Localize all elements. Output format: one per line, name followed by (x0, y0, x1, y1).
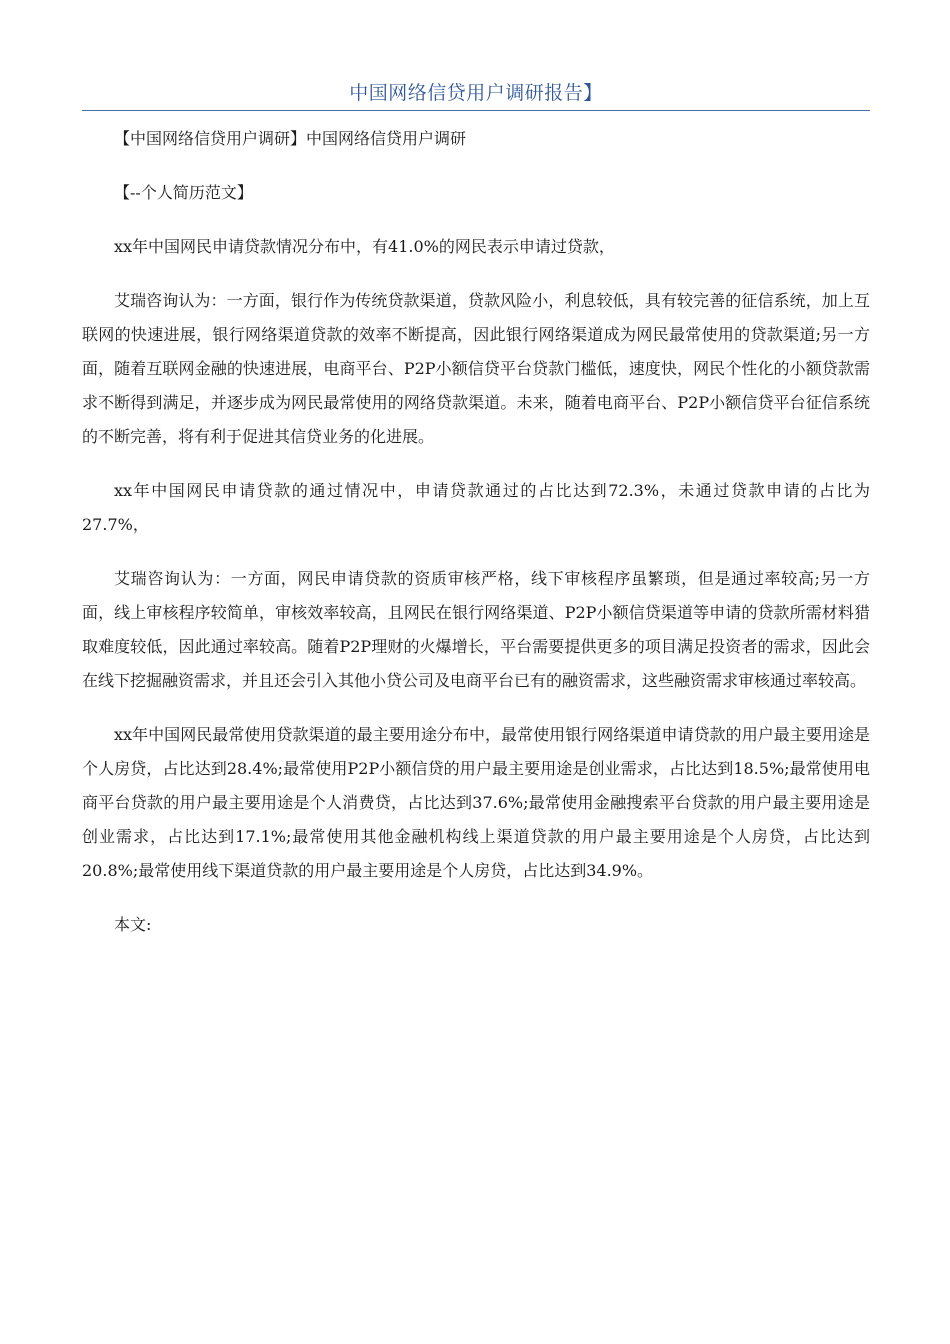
document-body (82, 122, 870, 962)
paragraph-closing: 本文: (114, 915, 152, 934)
paragraph-loan-application: xx年中国网民申请贷款情况分布中，有41.0%的网民表示申请过贷款， (114, 237, 615, 256)
paragraph-analysis-approval: 艾瑞咨询认为：一方面，网民申请贷款的资质审核严格，线下审核程序虽繁琐，但是通过率较高;另一方面，线上审核程序较简单，审核效率较高，且网民在银行网络渠道、P2P小额信贷渠道等申请的贷款所需材料猎取难度较低，因此通过率较高。随着P2P理财的火爆增长，平台需要提供更多的项目满足投资者的需求，因此会在线下挖掘融资需求，并且还会引入其他小贷公司及电商平台已有的融资需求，这些融资需求审核通过率较高。 (82, 569, 870, 690)
document-title: 中国网络信贷用户调研报告】 (349, 82, 603, 104)
paragraph-subtitle: 【中国网络信贷用户调研】中国网络信贷用户调研 (114, 129, 467, 148)
document-header (82, 78, 870, 111)
paragraph-usage-distribution: xx年中国网民最常使用贷款渠道的最主要用途分布中，最常使用银行网络渠道申请贷款的用户最主要用途是个人房贷，占比达到28.4%;最常使用P2P小额信贷的用户最主要用途是创业需求，占比达到18.5%;最常使用电商平台贷款的用户最主要用途是个人消费贷，占比达到37.6%;最常使用金融搜索平台贷款的用户最主要用途是创业需求，占比达到17.1%;最常使用其他金融机构线上渠道贷款的用户最主要用途是个人房贷，占比达到20.8%;最常使用线下渠道贷款的用户最主要用途是个人房贷，占比达到34.9%。 (82, 725, 870, 880)
paragraph-category: 【--个人简历范文】 (114, 183, 253, 202)
paragraph-analysis-channels: 艾瑞咨询认为：一方面，银行作为传统贷款渠道，贷款风险小，利息较低，具有较完善的征信系统，加上互联网的快速进展，银行网络渠道贷款的效率不断提高，因此银行网络渠道成为网民最常使用的贷款渠道;另一方面，随着互联网金融的快速进展，电商平台、P2P小额信贷平台贷款门槛低，速度快，网民个性化的小额贷款需求不断得到满足，并逐步成为网民最常使用的网络贷款渠道。未来，随着电商平台、P2P小额信贷平台征信系统的不断完善，将有利于促进其信贷业务的化进展。 (82, 291, 870, 446)
paragraph-approval-rate: xx年中国网民申请贷款的通过情况中，申请贷款通过的占比达到72.3%，未通过贷款申请的占比为27.7%， (82, 481, 870, 534)
